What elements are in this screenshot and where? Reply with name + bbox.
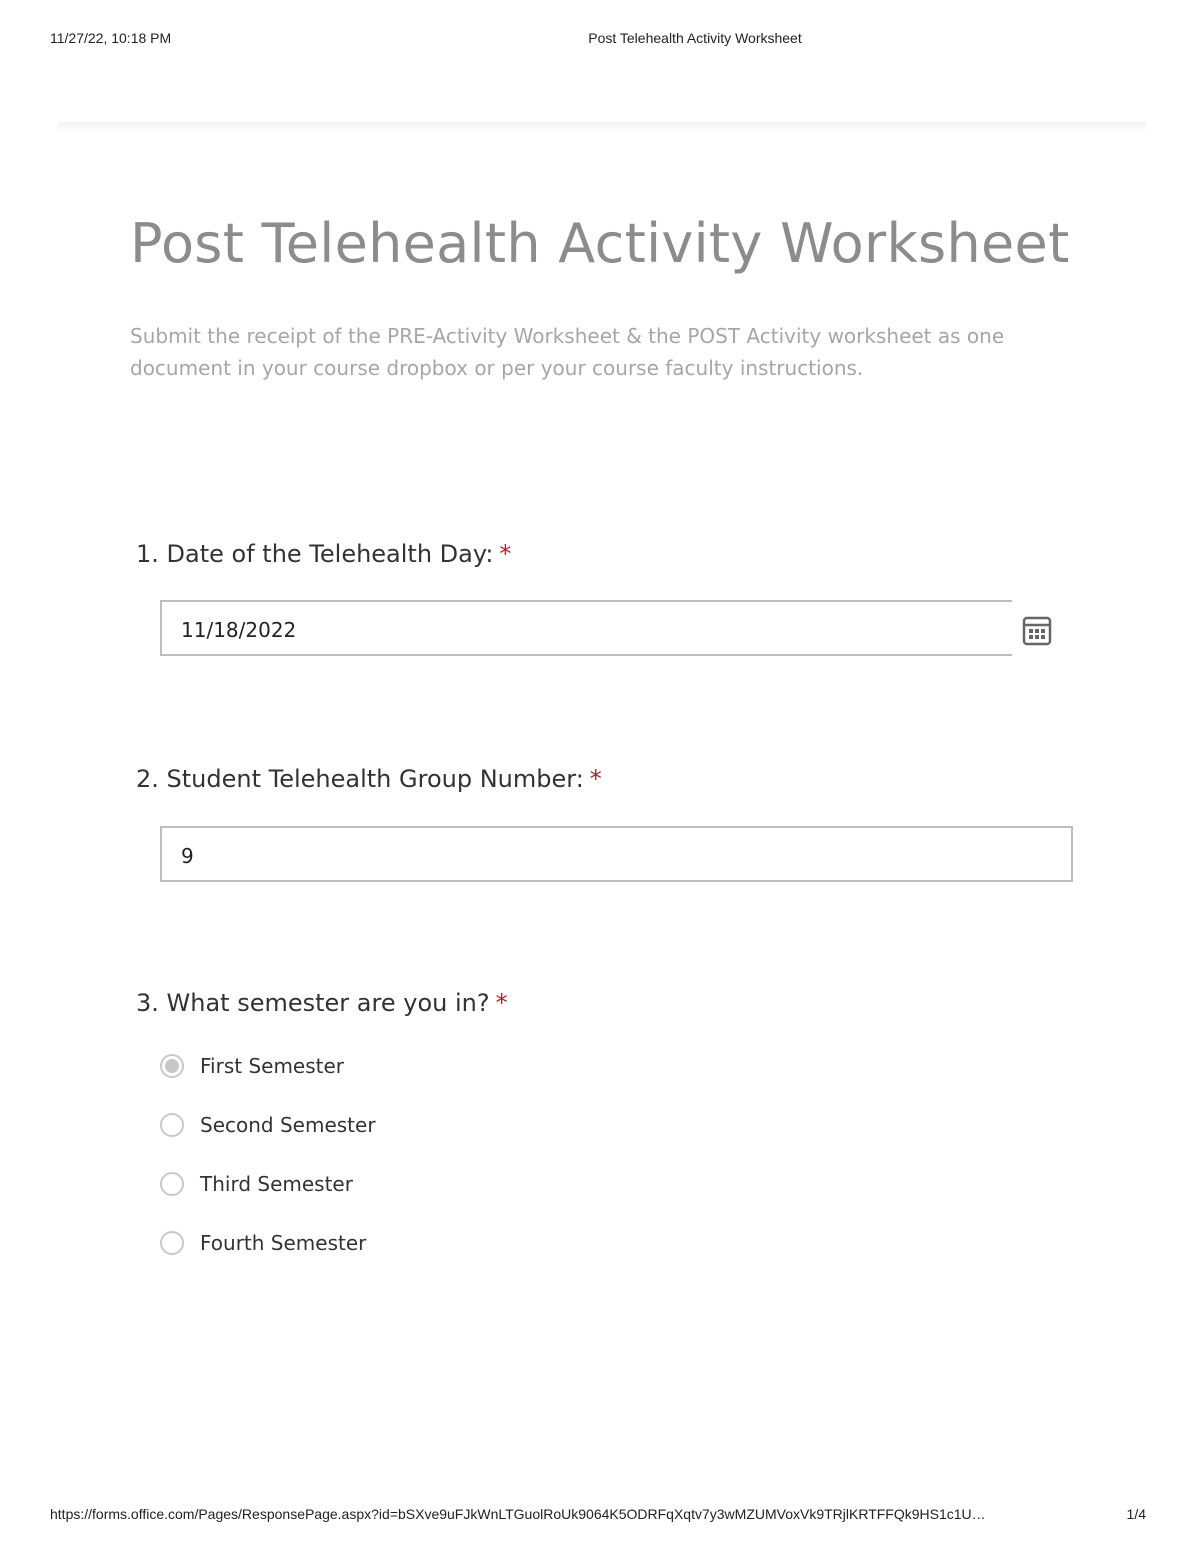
question-3-label: 3. What semester are you in? *: [136, 989, 508, 1017]
radio-button[interactable]: [160, 1172, 184, 1196]
group-number-input[interactable]: [160, 826, 1073, 882]
question-1-label: 1. Date of the Telehealth Day: *: [136, 540, 512, 568]
print-footer: [0, 1506, 1200, 1526]
group-number-value: 9: [181, 844, 194, 868]
option-label: Second Semester: [200, 1113, 376, 1137]
required-asterisk: *: [589, 765, 602, 793]
date-value: 11/18/2022: [181, 618, 297, 642]
semester-option-fourth[interactable]: [160, 1225, 376, 1261]
print-title: Post Telehealth Activity Worksheet: [588, 30, 802, 46]
print-header: [0, 30, 1200, 50]
form-description: Submit the receipt of the PRE-Activity Worksheet & the POST Activity worksheet as one document in your course dropbox or per your course faculty instructions.: [130, 324, 1005, 380]
date-input[interactable]: [160, 600, 1012, 656]
option-label: Fourth Semester: [200, 1231, 367, 1255]
page-number: 1/4: [1126, 1506, 1146, 1522]
radio-button[interactable]: [160, 1231, 184, 1255]
question-2-label: 2. Student Telehealth Group Number: *: [136, 765, 602, 793]
required-asterisk: *: [499, 540, 512, 568]
page-url: https://forms.office.com/Pages/ResponsePage.aspx?id=bSXve9uFJkWnLTGuolRoUk9064K5ODRFqXqtv7y3wMZUMVoxVk9TRjlKRTFFQk9HS1c1U…: [50, 1506, 986, 1522]
form-header-band: [58, 122, 1146, 132]
required-asterisk: *: [495, 989, 508, 1017]
semester-option-third[interactable]: [160, 1166, 376, 1202]
semester-options: [160, 1048, 376, 1284]
semester-option-second[interactable]: [160, 1107, 376, 1143]
print-datetime: 11/27/22, 10:18 PM: [50, 30, 172, 46]
option-label: First Semester: [200, 1054, 345, 1078]
radio-button[interactable]: [160, 1054, 184, 1078]
form-title: Post Telehealth Activity Worksheet: [130, 212, 1070, 275]
option-label: Third Semester: [200, 1172, 353, 1196]
radio-button[interactable]: [160, 1113, 184, 1137]
semester-option-first[interactable]: [160, 1048, 376, 1084]
calendar-icon[interactable]: [1020, 614, 1054, 648]
